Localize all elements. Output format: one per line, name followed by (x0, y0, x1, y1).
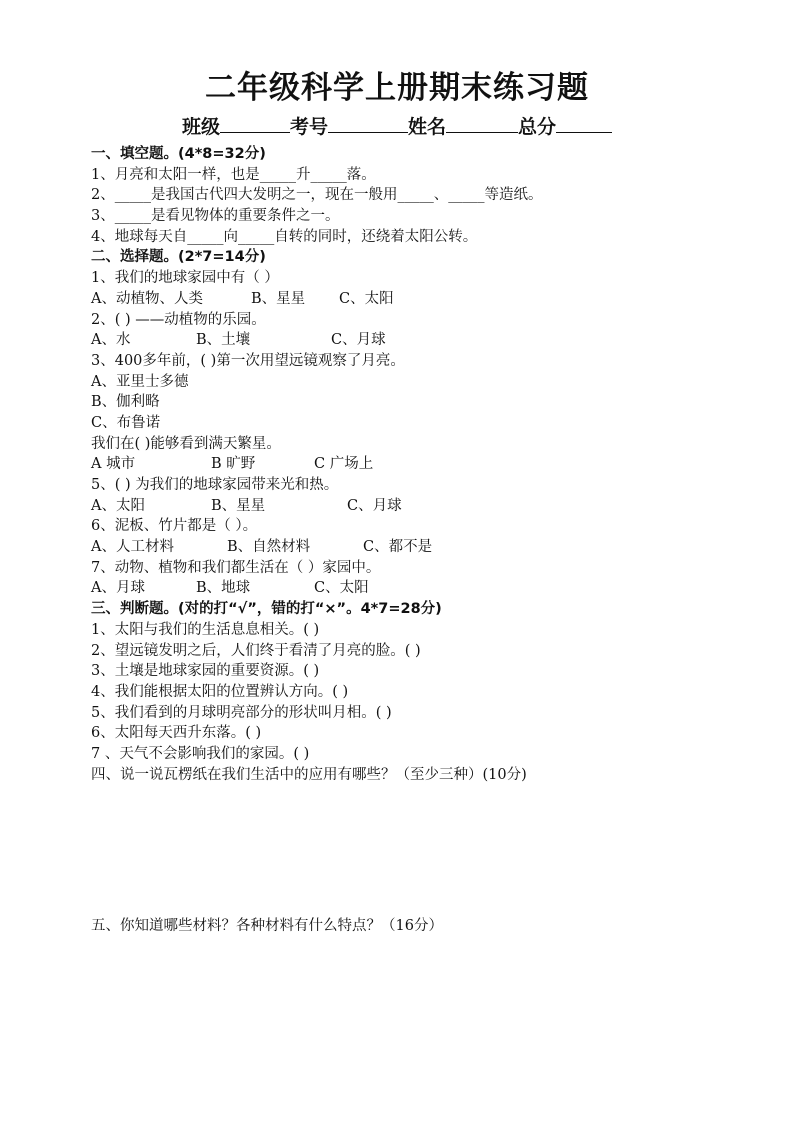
score-label: 总分 (518, 116, 557, 138)
judge-question-2: 2、望远镜发明之后，人们终于看清了月亮的脸。( ) (91, 642, 421, 659)
section5-heading: 五、你知道哪些材料？各种材料有什么特点？（16分） (91, 918, 443, 934)
choice-options-6 (91, 537, 731, 558)
judge-question-3: 3、土壤是地球家园的重要资源。( ) (91, 663, 320, 680)
choice-question-7: 7、动物、植物和我们都生活在（ ）家园中。 (91, 559, 381, 576)
answer-area-4[interactable] (91, 785, 731, 910)
option-c: C、都不是 (363, 539, 433, 556)
section4-heading: 四、说一说瓦楞纸在我们生活中的应用有哪些？（至少三种）(10分) (91, 766, 527, 783)
choice-options-5 (91, 496, 731, 517)
exam-no-label: 考号 (289, 116, 328, 138)
page-title: 二年级科学上册期末练习题 (205, 70, 589, 106)
option-b: B、伽利略 (91, 394, 160, 411)
option-c: C、月球 (347, 497, 402, 514)
option-a: A、人工材料 (91, 539, 174, 556)
option-b: B、土壤 (196, 332, 251, 349)
option-a: A、亚里士多德 (91, 373, 189, 390)
choice-question-3: 3、400多年前，( )第一次用望远镜观察了月亮。 (91, 352, 405, 369)
option-c: C、布鲁诺 (91, 414, 161, 431)
choice-options-7 (91, 578, 731, 599)
judge-question-4: 4、我们能根据太阳的位置辨认方向。( ) (91, 683, 349, 700)
fill-question-1: 1、月亮和太阳一样，也是_____升_____落。 (91, 166, 376, 183)
option-a: A、月球 (91, 580, 145, 597)
option-b: B、地球 (196, 580, 251, 597)
choice-options-2 (91, 330, 731, 351)
questions-content (91, 144, 731, 910)
option-c: C、太阳 (339, 290, 394, 307)
choice-question-2: 2、( ) ——动植物的乐园。 (91, 311, 266, 328)
option-a: A、水 (91, 332, 131, 349)
judge-question-6: 6、太阳每天西升东落。( ) (91, 725, 262, 742)
class-label: 班级 (181, 116, 220, 138)
section3-heading: 三、判断题。(对的打“√”，错的打“×”。4*7=28分) (91, 601, 442, 618)
option-c: C、月球 (331, 332, 386, 349)
section2-heading: 二、选择题。(2*7=14分) (91, 249, 266, 266)
section1-heading: 一、填空题。(4*8=32分) (91, 146, 266, 162)
judge-question-1: 1、太阳与我们的生活息息相关。( ) (91, 621, 320, 638)
option-b: B、星星 (251, 290, 306, 307)
choice-options-4 (91, 454, 731, 475)
fill-question-4: 4、地球每天自_____向_____自转的同时，还绕着太阳公转。 (91, 228, 478, 245)
choice-question-4: 我们在( )能够看到满天繁星。 (91, 435, 281, 452)
choice-options-1 (91, 289, 731, 310)
option-a: A 城市 (91, 456, 136, 473)
fill-question-2: 2、_____是我国古代四大发明之一，现在一般用_____、_____等造纸。 (91, 187, 543, 204)
choice-question-6: 6、泥板、竹片都是（ ）。 (91, 518, 258, 535)
exam-no-blank[interactable] (328, 114, 408, 133)
fill-question-3: 3、_____是看见物体的重要条件之一。 (91, 208, 340, 225)
judge-question-7: 7 、天气不会影响我们的家园。( ) (91, 745, 310, 762)
option-c: C 广场上 (314, 456, 374, 473)
choice-question-1: 1、我们的地球家园中有（ ） (91, 270, 279, 287)
name-label: 姓名 (408, 116, 447, 138)
judge-question-5: 5、我们看到的月球明亮部分的形状叫月相。( ) (91, 704, 392, 721)
student-info-row (0, 112, 794, 139)
option-a: A、动植物、人类 (91, 290, 203, 307)
class-blank[interactable] (220, 114, 290, 133)
option-b: B 旷野 (211, 456, 256, 473)
score-blank[interactable] (556, 114, 612, 133)
choice-question-5: 5、( ) 为我们的地球家园带来光和热。 (91, 477, 339, 493)
option-c: C、太阳 (314, 580, 369, 597)
option-b: B、自然材料 (227, 539, 311, 556)
option-b: B、星星 (211, 497, 266, 514)
option-a: A、太阳 (91, 497, 145, 514)
name-blank[interactable] (446, 114, 518, 133)
